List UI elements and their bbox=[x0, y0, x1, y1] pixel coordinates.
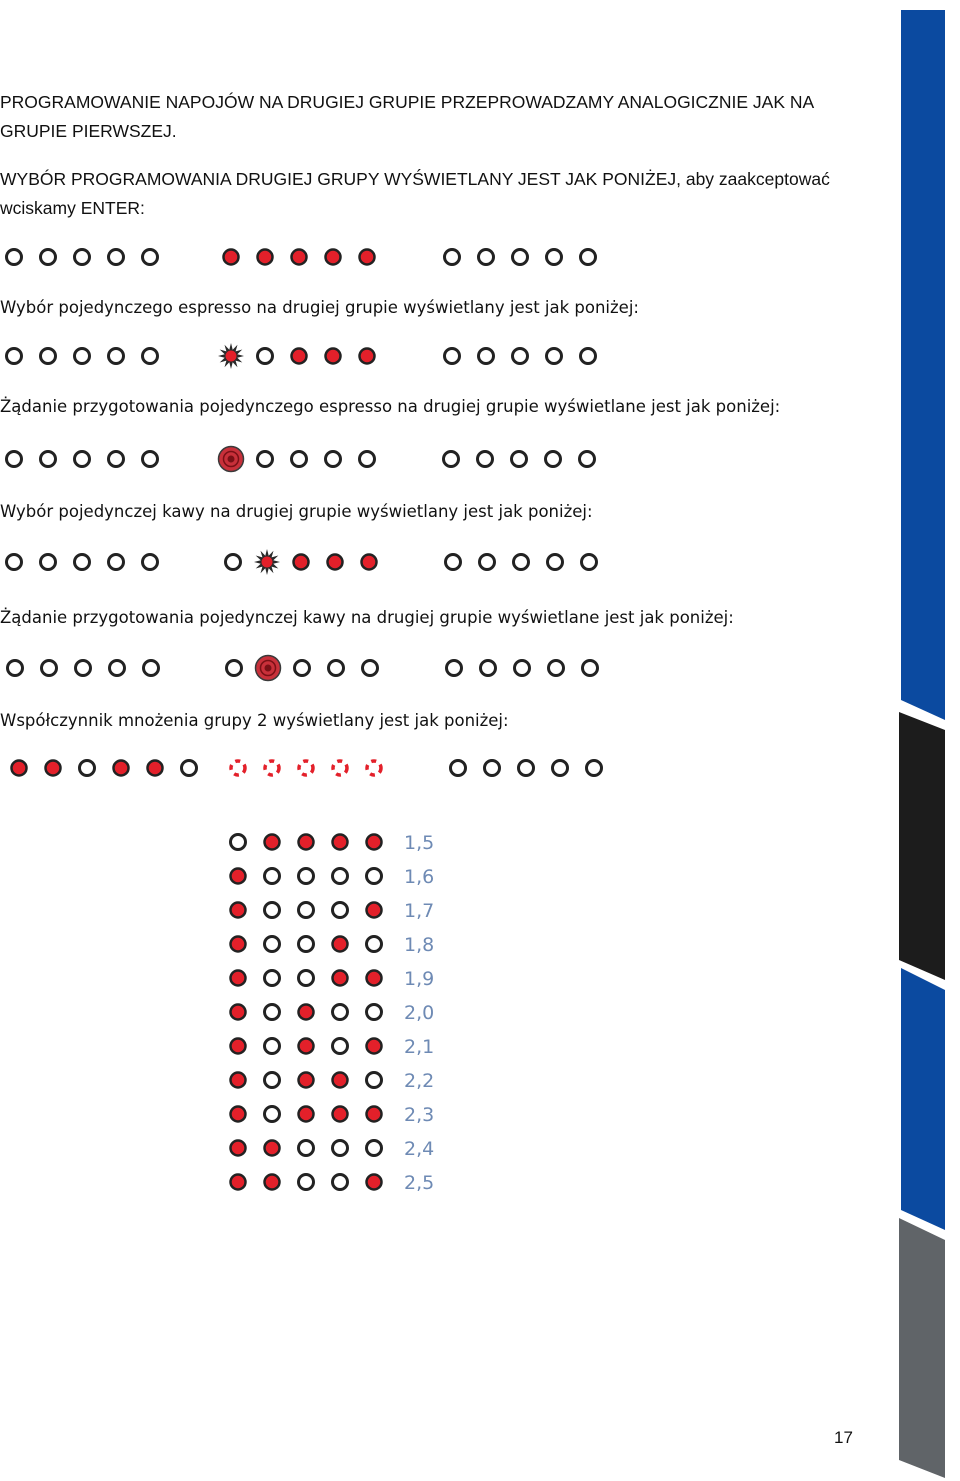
multiplier-row-1-led-3 bbox=[333, 869, 348, 884]
single-espresso-request-led-2-1 bbox=[478, 452, 493, 467]
multiplier-value-3: 1,8 bbox=[404, 934, 435, 956]
single-coffee-select-led-2-1 bbox=[480, 555, 495, 570]
single-coffee-select-led-0-1 bbox=[41, 555, 56, 570]
programming-group-2-led-2-1 bbox=[479, 250, 494, 265]
single-coffee-request-led-2-1 bbox=[481, 661, 496, 676]
programming-group-2-led-1-3 bbox=[326, 250, 341, 265]
multiplier-row-8-led-3 bbox=[333, 1107, 348, 1122]
group-2-multiplier-led-2-2 bbox=[519, 761, 534, 776]
multiplier-row-9-led-1 bbox=[265, 1141, 280, 1156]
single-espresso-select-led-2-2 bbox=[513, 349, 528, 364]
multiplier-row-4-led-2 bbox=[299, 971, 314, 986]
espresso-select-caption: Wybór pojedynczego espresso na drugiej grupie wyświetlany jest jak poniżej: bbox=[0, 298, 639, 317]
single-coffee-select-led-1-1 bbox=[254, 549, 280, 575]
single-espresso-request-led-0-1 bbox=[41, 452, 56, 467]
multiplier-row-7-led-3 bbox=[333, 1073, 348, 1088]
multiplier-value-4: 1,9 bbox=[404, 968, 435, 990]
multiplier-value-6: 2,1 bbox=[404, 1036, 435, 1058]
group-2-multiplier-led-1-2 bbox=[299, 761, 313, 775]
single-coffee-request-led-0-3 bbox=[110, 661, 125, 676]
single-espresso-request-led-1-2 bbox=[292, 452, 307, 467]
single-espresso-request-led-2-0 bbox=[444, 452, 459, 467]
single-coffee-request-led-2-0 bbox=[447, 661, 462, 676]
single-coffee-select-led-1-0 bbox=[226, 555, 241, 570]
multiplier-row-7-led-1 bbox=[265, 1073, 280, 1088]
single-espresso-select-led-2-0 bbox=[445, 349, 460, 364]
single-espresso-select-led-0-2 bbox=[75, 349, 90, 364]
multiplier-value-10: 2,5 bbox=[404, 1172, 435, 1194]
single-espresso-select-led-2-3 bbox=[547, 349, 562, 364]
single-espresso-request-led-0-4 bbox=[143, 452, 158, 467]
multiplier-value-0: 1,5 bbox=[404, 832, 435, 854]
programming-group-2-led-1-2 bbox=[292, 250, 307, 265]
single-espresso-select-led-1-3 bbox=[326, 349, 341, 364]
programming-group-2-led-1-0 bbox=[224, 250, 239, 265]
multiplier-row-3-led-3 bbox=[333, 937, 348, 952]
multiplier-row-2-led-0 bbox=[231, 903, 246, 918]
multiplier-row-10-led-1 bbox=[265, 1175, 280, 1190]
group-2-multiplier-led-1-1 bbox=[265, 761, 279, 775]
single-coffee-select-led-0-2 bbox=[75, 555, 90, 570]
single-espresso-select-led-1-1 bbox=[258, 349, 273, 364]
single-espresso-select-led-1-0 bbox=[218, 343, 244, 369]
group-2-multiplier-led-0-4 bbox=[148, 761, 163, 776]
intro-paragraph-1: PROGRAMOWANIE NAPOJÓW NA DRUGIEJ GRUPIE PRZEPROWADZAMY ANALOGICZNIE JAK NA GRUPIE PIERWSZEJ. bbox=[0, 92, 814, 141]
multiplier-row-0-led-2 bbox=[299, 835, 314, 850]
single-coffee-request-led-0-0 bbox=[8, 661, 23, 676]
multiplier-row-5-led-4 bbox=[367, 1005, 382, 1020]
multiplier-row-9-led-3 bbox=[333, 1141, 348, 1156]
programming-group-2-led-2-3 bbox=[547, 250, 562, 265]
group-2-multiplier-led-0-2 bbox=[80, 761, 95, 776]
group-2-multiplier-led-1-3 bbox=[333, 761, 347, 775]
multiplier-row-5-led-1 bbox=[265, 1005, 280, 1020]
single-coffee-request-led-1-3 bbox=[329, 661, 344, 676]
page-number: 17 bbox=[834, 1428, 853, 1447]
programming-group-2-led-1-4 bbox=[360, 250, 375, 265]
single-coffee-select-led-0-0 bbox=[7, 555, 22, 570]
single-espresso-request-led-0-2 bbox=[75, 452, 90, 467]
multiplier-row-5-led-3 bbox=[333, 1005, 348, 1020]
multiplier-row-8-led-4 bbox=[367, 1107, 382, 1122]
multiplier-row-1-led-0 bbox=[231, 869, 246, 884]
multiplier-value-1: 1,6 bbox=[404, 866, 435, 888]
single-espresso-select-led-0-4 bbox=[143, 349, 158, 364]
single-espresso-request-led-1-0 bbox=[219, 447, 244, 472]
multiplier-row-2-led-1 bbox=[265, 903, 280, 918]
single-coffee-select-led-1-3 bbox=[328, 555, 343, 570]
multiplier-row-3-led-2 bbox=[299, 937, 314, 952]
single-espresso-select-led-1-2 bbox=[292, 349, 307, 364]
multiplier-row-6-led-0 bbox=[231, 1039, 246, 1054]
intro-paragraph-2: WYBÓR PROGRAMOWANIA DRUGIEJ GRUPY WYŚWIETLANY JEST JAK PONIŻEJ, aby zaakceptować wciskamy ENTER: bbox=[0, 169, 830, 218]
multiplier-value-2: 1,7 bbox=[404, 900, 435, 922]
multiplier-row-5-led-0 bbox=[231, 1005, 246, 1020]
single-coffee-request-led-1-0 bbox=[227, 661, 242, 676]
multiplier-row-1-led-4 bbox=[367, 869, 382, 884]
programming-group-2-led-0-0 bbox=[7, 250, 22, 265]
multiplier-row-8-led-2 bbox=[299, 1107, 314, 1122]
multiplier-row-0-led-3 bbox=[333, 835, 348, 850]
programming-group-2-led-2-2 bbox=[513, 250, 528, 265]
group-2-multiplier-led-0-1 bbox=[46, 761, 61, 776]
group-2-multiplier-led-0-3 bbox=[114, 761, 129, 776]
programming-group-2-led-0-1 bbox=[41, 250, 56, 265]
single-coffee-select-led-1-4 bbox=[362, 555, 377, 570]
single-espresso-request-led-1-3 bbox=[326, 452, 341, 467]
single-coffee-request-led-0-4 bbox=[144, 661, 159, 676]
multiplier-row-2-led-2 bbox=[299, 903, 314, 918]
programming-group-2-led-0-3 bbox=[109, 250, 124, 265]
group-2-multiplier-led-2-0 bbox=[451, 761, 466, 776]
multiplier-row-8-led-0 bbox=[231, 1107, 246, 1122]
group-2-multiplier-led-0-0 bbox=[12, 761, 27, 776]
group-2-multiplier-led-2-3 bbox=[553, 761, 568, 776]
multiplier-row-9-led-4 bbox=[367, 1141, 382, 1156]
single-coffee-request-led-1-4 bbox=[363, 661, 378, 676]
multiplier-row-10-led-4 bbox=[367, 1175, 382, 1190]
single-espresso-request-led-1-1 bbox=[258, 452, 273, 467]
programming-group-2-led-2-4 bbox=[581, 250, 596, 265]
multiplier-row-6-led-1 bbox=[265, 1039, 280, 1054]
multiplier-row-1-led-1 bbox=[265, 869, 280, 884]
group-2-multiplier-led-0-5 bbox=[182, 761, 197, 776]
multiplier-row-4-led-0 bbox=[231, 971, 246, 986]
multiplier-row-8-led-1 bbox=[265, 1107, 280, 1122]
multiplier-row-9-led-2 bbox=[299, 1141, 314, 1156]
programming-group-2-led-2-0 bbox=[445, 250, 460, 265]
multiplier-row-6-led-2 bbox=[299, 1039, 314, 1054]
programming-group-2-led-0-2 bbox=[75, 250, 90, 265]
single-coffee-request-led-2-2 bbox=[515, 661, 530, 676]
multiplier-row-4-led-4 bbox=[367, 971, 382, 986]
single-espresso-select-led-2-4 bbox=[581, 349, 596, 364]
multiplier-row-6-led-4 bbox=[367, 1039, 382, 1054]
espresso-request-caption: Żądanie przygotowania pojedynczego espresso na drugiej grupie wyświetlane jest jak poniżej: bbox=[0, 397, 781, 416]
group-2-multiplier-led-2-1 bbox=[485, 761, 500, 776]
single-espresso-request-led-1-4 bbox=[360, 452, 375, 467]
single-coffee-select-led-2-4 bbox=[582, 555, 597, 570]
coffee-request-caption: Żądanie przygotowania pojedynczej kawy na drugiej grupie wyświetlane jest jak poniżej: bbox=[0, 608, 734, 627]
multiplier-row-10-led-2 bbox=[299, 1175, 314, 1190]
single-espresso-request-led-2-2 bbox=[512, 452, 527, 467]
multiplier-row-4-led-1 bbox=[265, 971, 280, 986]
single-espresso-request-led-0-3 bbox=[109, 452, 124, 467]
multiplier-row-0-led-0 bbox=[231, 835, 246, 850]
multiplier-row-2-led-4 bbox=[367, 903, 382, 918]
multiplier-row-7-led-0 bbox=[231, 1073, 246, 1088]
multiplier-row-5-led-2 bbox=[299, 1005, 314, 1020]
multiplier-row-1-led-2 bbox=[299, 869, 314, 884]
multiplier-row-9-led-0 bbox=[231, 1141, 246, 1156]
single-coffee-select-led-1-2 bbox=[294, 555, 309, 570]
single-coffee-request-led-2-4 bbox=[583, 661, 598, 676]
single-coffee-select-led-2-3 bbox=[548, 555, 563, 570]
single-coffee-request-led-1-2 bbox=[295, 661, 310, 676]
multiplier-value-5: 2,0 bbox=[404, 1002, 435, 1024]
single-espresso-select-led-2-1 bbox=[479, 349, 494, 364]
single-coffee-request-led-0-1 bbox=[42, 661, 57, 676]
programming-group-2-led-1-1 bbox=[258, 250, 273, 265]
multiplier-row-0-led-4 bbox=[367, 835, 382, 850]
group-2-multiplier-led-2-4 bbox=[587, 761, 602, 776]
multiplier-row-10-led-0 bbox=[231, 1175, 246, 1190]
multiplier-value-7: 2,2 bbox=[404, 1070, 435, 1092]
group-2-multiplier-led-1-0 bbox=[231, 761, 245, 775]
multiplier-value-8: 2,3 bbox=[404, 1104, 435, 1126]
programming-group-2-led-0-4 bbox=[143, 250, 158, 265]
single-espresso-select-led-0-3 bbox=[109, 349, 124, 364]
single-espresso-request-led-2-3 bbox=[546, 452, 561, 467]
single-coffee-select-led-0-4 bbox=[143, 555, 158, 570]
single-espresso-select-led-1-4 bbox=[360, 349, 375, 364]
single-coffee-request-led-0-2 bbox=[76, 661, 91, 676]
single-coffee-request-led-1-1 bbox=[256, 656, 281, 681]
multiplier-row-10-led-3 bbox=[333, 1175, 348, 1190]
group-2-multiplier-led-1-4 bbox=[367, 761, 381, 775]
multiplier-row-7-led-4 bbox=[367, 1073, 382, 1088]
single-coffee-request-led-2-3 bbox=[549, 661, 564, 676]
multiplier-row-3-led-1 bbox=[265, 937, 280, 952]
multiplier-value-9: 2,4 bbox=[404, 1138, 435, 1160]
single-espresso-select-led-0-1 bbox=[41, 349, 56, 364]
multiplier-row-2-led-3 bbox=[333, 903, 348, 918]
multiplier-row-3-led-4 bbox=[367, 937, 382, 952]
single-coffee-select-led-0-3 bbox=[109, 555, 124, 570]
multiplier-caption: Współczynnik mnożenia grupy 2 wyświetlany jest jak poniżej: bbox=[0, 711, 509, 730]
single-espresso-select-led-0-0 bbox=[7, 349, 22, 364]
single-espresso-request-led-0-0 bbox=[7, 452, 22, 467]
multiplier-row-3-led-0 bbox=[231, 937, 246, 952]
side-decoration bbox=[893, 0, 960, 1481]
multiplier-row-7-led-2 bbox=[299, 1073, 314, 1088]
single-espresso-request-led-2-4 bbox=[580, 452, 595, 467]
multiplier-row-4-led-3 bbox=[333, 971, 348, 986]
single-coffee-select-led-2-2 bbox=[514, 555, 529, 570]
multiplier-row-0-led-1 bbox=[265, 835, 280, 850]
multiplier-row-6-led-3 bbox=[333, 1039, 348, 1054]
coffee-select-caption: Wybór pojedynczej kawy na drugiej grupie wyświetlany jest jak poniżej: bbox=[0, 502, 593, 521]
single-coffee-select-led-2-0 bbox=[446, 555, 461, 570]
